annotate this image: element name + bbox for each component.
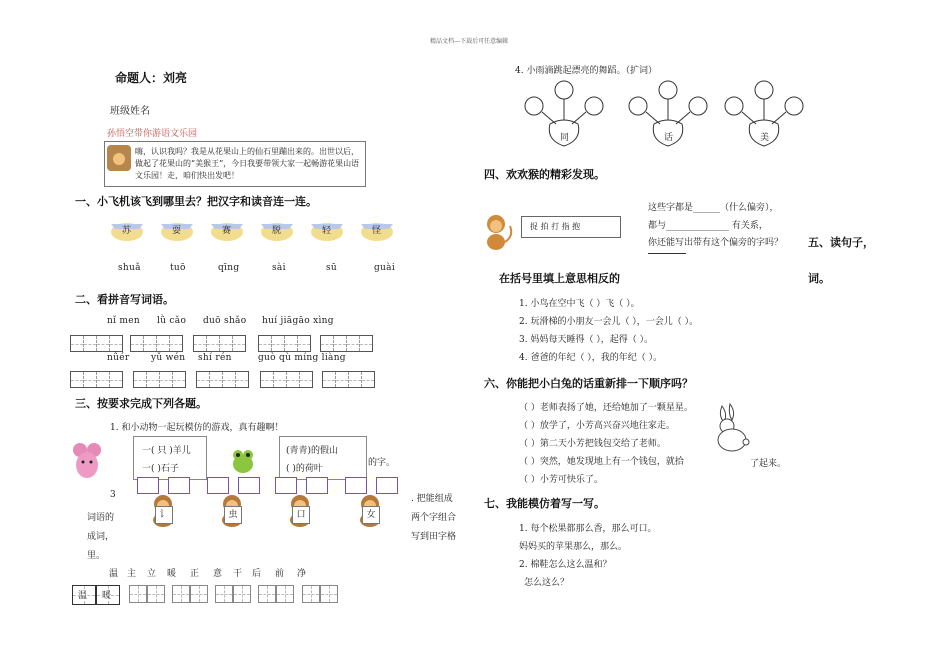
sec5-title-c: 词。: [808, 272, 830, 285]
s7-1: 1. 每个松果都那么香，那么可口。: [519, 524, 657, 534]
sec2-title: 二、看拼音写词语。: [75, 293, 174, 306]
plane-icon[interactable]: 苏: [109, 218, 145, 246]
pinyin-1[interactable]: shuǎ: [118, 263, 141, 273]
monkey-king-icon: [107, 145, 131, 171]
s5-2: 2. 玩滑梯的小朋友一会儿（ ），一会儿（ ）。: [519, 317, 699, 327]
writing-grid[interactable]: [320, 335, 373, 352]
word-3: 立: [147, 569, 157, 579]
s6-2: （ ）放学了，小芳高兴奋兴地往家走。: [519, 421, 675, 431]
sec3-num3: 3: [110, 490, 116, 500]
writing-grid[interactable]: [130, 335, 183, 352]
header-note: 精品文档---下载后可任意编辑: [430, 38, 509, 45]
discovery-1: 这些字都是______（什么偏旁），: [648, 203, 779, 213]
pinyin-row1-3: duō shǎo: [203, 316, 247, 326]
flower-diagram: 同: [520, 80, 610, 152]
writing-grid[interactable]: [193, 335, 246, 352]
rabbit-icon: [708, 402, 752, 454]
plane-icon[interactable]: 怪: [359, 218, 395, 246]
s7-2: 妈妈买的苹果那么，那么。: [519, 542, 628, 552]
pinyin-5[interactable]: sū: [326, 263, 338, 273]
sec1-title: 一、小飞机该飞到哪里去？把汉字和读音连一连。: [75, 195, 317, 208]
pinyin-row2-1: nǚér: [107, 353, 130, 363]
intro-box: [104, 141, 366, 187]
discovery-3: 你还能写出带有这个偏旁的字吗？: [648, 238, 784, 248]
author: 命题人：刘亮: [115, 71, 188, 85]
s6-5: （ ）小芳可快乐了。: [519, 475, 603, 485]
planes-row: [109, 218, 399, 248]
sec4-title: 四、欢欢猴的精彩发现。: [484, 168, 605, 181]
left-text-1: 词语的: [87, 513, 115, 523]
writing-grid[interactable]: [70, 335, 123, 352]
s6-4: （ ）突然，她发现地上有一个钱包，就拾: [519, 457, 684, 467]
writing-grid[interactable]: [260, 371, 313, 388]
word-7: 干: [233, 569, 243, 579]
sec6-title: 六、你能把小白兔的话重新排一下顺序吗？: [484, 377, 693, 390]
plane-icon[interactable]: 脱: [259, 218, 295, 246]
flower-diagram: 话: [624, 80, 714, 152]
answer-line[interactable]: [648, 253, 686, 254]
answer-grid[interactable]: [172, 585, 208, 603]
right-text-3: 写到田字格: [411, 532, 457, 542]
sec3-title: 三、按要求完成下列各题。: [75, 397, 207, 410]
sec3-tail: 的字。: [368, 458, 396, 468]
class-name: 班级姓名: [110, 106, 150, 117]
left-text-3: 里。: [87, 551, 106, 561]
pinyin-row1-2: lǜ cǎo: [157, 316, 187, 326]
writing-grid[interactable]: [322, 371, 375, 388]
pinyin-row2-4: guò qù míng liàng: [258, 353, 346, 363]
pinyin-row1-1: nǐ men: [107, 316, 140, 326]
answer-grid[interactable]: [129, 585, 165, 603]
right-text-2: 两个字组合: [411, 513, 457, 523]
monkey-icon: [478, 212, 516, 252]
monkey-icon: 虫: [214, 492, 250, 528]
monkey-icon: 讠: [145, 492, 181, 528]
monkey-icon: 女: [352, 492, 388, 528]
pinyin-3[interactable]: qīng: [218, 263, 240, 273]
imitate-box-2: (青青)的假山 ( )的荷叶: [279, 436, 367, 480]
word-1: 温: [109, 569, 119, 579]
s7-3: 2. 棉鞋怎么这么温和？: [519, 560, 612, 570]
sec5-title-b: 在括号里填上意思相反的: [499, 272, 620, 285]
plane-icon[interactable]: 轻: [309, 218, 345, 246]
answer-grid[interactable]: [302, 585, 338, 603]
mouse-icon: [70, 440, 104, 482]
writing-grid[interactable]: [133, 371, 186, 388]
word-8: 后: [252, 569, 262, 579]
pinyin-6[interactable]: guài: [374, 263, 396, 273]
writing-grid[interactable]: [196, 371, 249, 388]
pinyin-row1-4: huí jiāgāo xìng: [262, 316, 334, 326]
s6-3: （ ）第二天小芳把钱包交给了老师。: [519, 439, 666, 449]
word-10: 净: [297, 569, 307, 579]
s7-4: 怎么这么？: [524, 578, 570, 588]
word-2: 主: [127, 569, 137, 579]
plane-icon[interactable]: 赛: [209, 218, 245, 246]
writing-grid[interactable]: [70, 371, 123, 388]
s6-1: （ ）老师表扬了她，还给她加了一颗星星。: [519, 403, 693, 413]
imitate-box-1: 一( 只 )羊儿 一( )石子: [133, 436, 207, 480]
monkey-icon: 口: [282, 492, 318, 528]
word-4: 暖: [167, 569, 177, 579]
q4: 4. 小雨滴跳起漂亮的舞蹈。（扩词）: [515, 66, 657, 76]
intro-text: 嗨，认识我吗？我是从花果山上的仙石里蹦出来的。出世以后，做起了花果山的“美猴王”，今日我要带领大家一起畅游花果山语文乐园！走，咱们快出发吧！: [135, 147, 360, 180]
s6-tail: 了起来。: [750, 459, 787, 469]
sec5-title-a: 五、读句子，: [808, 236, 874, 249]
answer-grid[interactable]: [258, 585, 294, 603]
intro-title: 孙悟空带你游语文乐园: [107, 129, 198, 139]
plane-icon[interactable]: 耍: [159, 218, 195, 246]
word-9: 前: [275, 569, 285, 579]
s5-3: 3. 妈妈每天睡得（ ），起得（ ）。: [519, 335, 654, 345]
discovery-2: 都与______________ 有关系，: [648, 221, 768, 231]
left-text-2: 成词，: [87, 532, 115, 542]
frog-icon: [230, 446, 256, 474]
s5-4: 4. 爸爸的年纪（ ），我的年纪（ ）。: [519, 353, 663, 363]
s5-1: 1. 小鸟在空中飞（ ）飞（ ）。: [519, 299, 640, 309]
right-text-1: . 把能组成: [411, 494, 453, 504]
radical-sign: 捉 拍 打 指 抱: [521, 216, 621, 238]
pinyin-row2-3: shí rén: [198, 353, 232, 363]
pinyin-4[interactable]: sài: [272, 263, 286, 273]
word-5: 正: [190, 569, 200, 579]
pinyin-2[interactable]: tuō: [170, 263, 186, 273]
sec7-title: 七、我能模仿着写一写。: [484, 497, 605, 510]
word-6: 意: [213, 569, 223, 579]
flower-diagram: 美: [720, 80, 810, 152]
answer-grid[interactable]: [215, 585, 251, 603]
writing-grid[interactable]: [258, 335, 311, 352]
pinyin-row2-2: yǔ wén: [151, 353, 186, 363]
sec3-q1: 1. 和小动物一起玩模仿的游戏，真有趣啊！: [110, 423, 284, 433]
sample-grid: 温 暖: [72, 585, 120, 605]
